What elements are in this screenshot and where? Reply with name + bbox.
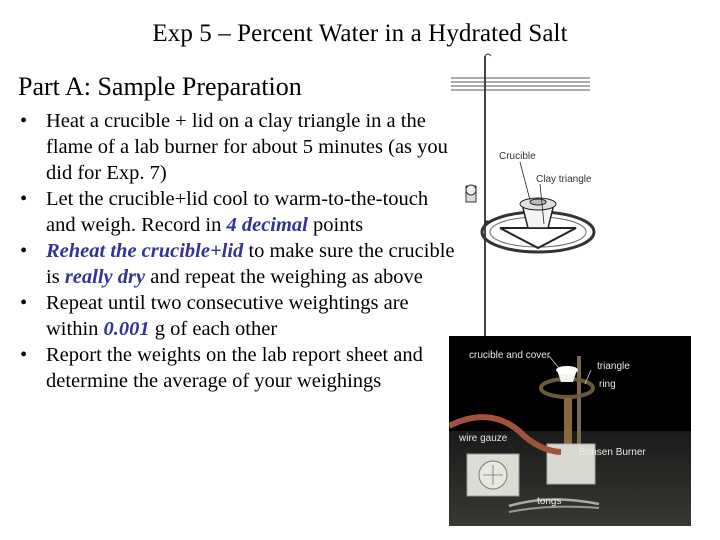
instruction-text: to make sure the crucible is: [46, 240, 455, 288]
instruction-item: [18, 290, 458, 342]
instruction-item: [18, 342, 458, 394]
tongs-label: tongs: [537, 496, 562, 507]
bunsen-burner-label: Bunsen Burner: [579, 447, 646, 458]
crucible-and-cover-label: crucible and cover: [469, 350, 551, 361]
bullet-marker: •: [20, 240, 28, 262]
wire-gauze-label: wire gauze: [459, 433, 508, 444]
emphasized-text: really dry: [64, 266, 146, 288]
instruction-text: Repeat until two consecutive weightings are within: [46, 292, 409, 340]
emphasized-text: 0.001: [103, 318, 150, 340]
instruction-item: [18, 108, 458, 186]
slide-title: Exp 5 – Percent Water in a Hydrated Salt: [152, 20, 568, 47]
bullet-marker: •: [20, 292, 28, 314]
bullet-marker: •: [20, 344, 28, 366]
ring-stand-diagram: [448, 52, 598, 342]
instruction-text: g of each other: [149, 318, 278, 340]
instruction-item: [18, 238, 458, 290]
instruction-item: [18, 186, 458, 238]
crucible-label: Crucible: [499, 151, 536, 162]
bunsen-burner-photo: [449, 336, 691, 526]
bullet-marker: •: [20, 188, 28, 210]
clay-triangle-label: Clay triangle: [536, 174, 592, 185]
bunsen-setup-illustration: [449, 336, 691, 526]
emphasized-text: 4 decimal: [226, 214, 308, 236]
instruction-text: Let the crucible+lid cool to warm-to-the-touch and weigh. Record in: [46, 188, 429, 236]
ring-label: ring: [599, 379, 616, 390]
instruction-list: [18, 108, 458, 394]
instruction-text: and repeat the weighing as above: [145, 266, 423, 288]
section-heading: Part A: Sample Preparation: [18, 72, 302, 101]
instruction-text: Report the weights on the lab report sheet and determine the average of your weighings: [46, 344, 423, 392]
bullet-marker: •: [20, 110, 28, 132]
instruction-text: points: [307, 214, 364, 236]
emphasized-text: Reheat the crucible+lid: [46, 240, 244, 262]
triangle-label: triangle: [597, 361, 630, 372]
instruction-text: Heat a crucible + lid on a clay triangle in a the flame of a lab burner for about 5 minutes (as you did for Exp. 7): [46, 110, 448, 184]
ring-stand-illustration: [448, 52, 598, 342]
